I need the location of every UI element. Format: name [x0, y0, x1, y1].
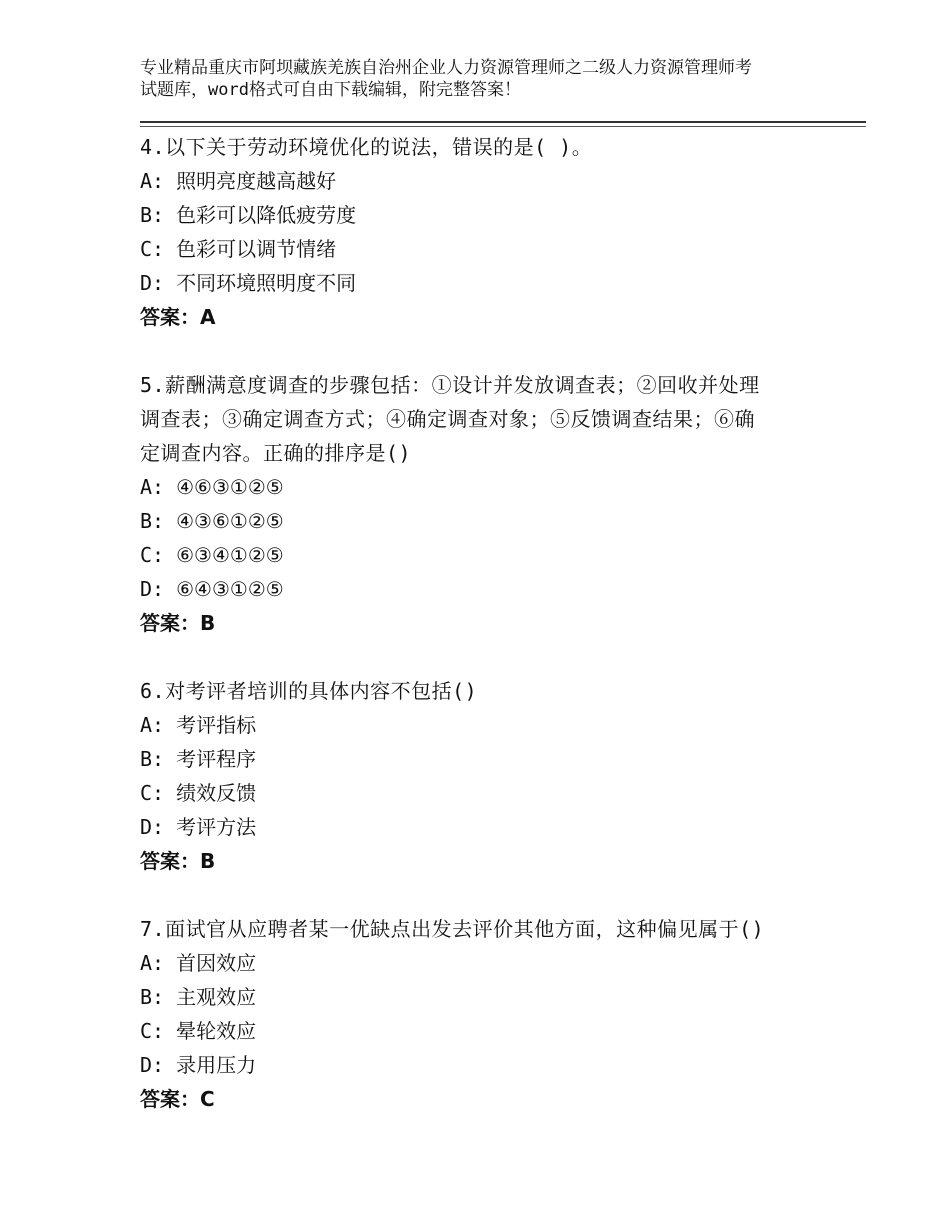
- answer: 答案：B: [140, 849, 216, 873]
- spacer: [140, 640, 820, 674]
- answer: 答案：A: [140, 305, 216, 329]
- option-b: B: ④③⑥①②⑤: [140, 509, 284, 533]
- header-line-1: 专业精品重庆市阿坝藏族羌族自治州企业人力资源管理师之二级人力资源管理师考: [140, 58, 752, 78]
- header-line-2: 试题库，word格式可自由下载编辑，附完整答案！: [140, 80, 521, 100]
- question-text: 调查表；③确定调查方式；④确定调查对象；⑤反馈调查结果；⑥确: [140, 407, 755, 431]
- option-c: C: ⑥③④①②⑤: [140, 543, 284, 567]
- option-a: A: 照明亮度越高越好: [140, 169, 337, 193]
- option-d: D: 不同环境照明度不同: [140, 271, 357, 295]
- option-b: B: 色彩可以降低疲劳度: [140, 203, 357, 227]
- question-text: 7.面试官从应聘者某一优缺点出发去评价其他方面，这种偏见属于(): [140, 917, 765, 941]
- answer: 答案：C: [140, 1087, 215, 1111]
- option-d: D: 录用压力: [140, 1053, 257, 1077]
- option-c: C: 晕轮效应: [140, 1019, 257, 1043]
- document-header: [140, 57, 830, 101]
- header-divider-thick: [140, 121, 866, 123]
- question-list: [140, 130, 820, 1116]
- answer: 答案：B: [140, 611, 216, 635]
- spacer: [140, 334, 820, 368]
- question-7: [140, 912, 820, 1116]
- header-divider-thin: [140, 126, 866, 127]
- question-4: [140, 130, 820, 334]
- question-text: 6.对考评者培训的具体内容不包括(): [140, 679, 478, 703]
- option-d: D: ⑥④③①②⑤: [140, 577, 284, 601]
- question-5: [140, 368, 820, 640]
- question-text: 定调查内容。正确的排序是(): [140, 441, 412, 465]
- question-text: 5.薪酬满意度调查的步骤包括：①设计并发放调查表；②回收并处理: [140, 373, 760, 397]
- option-a: A: ④⑥③①②⑤: [140, 475, 284, 499]
- option-b: B: 主观效应: [140, 985, 257, 1009]
- option-a: A: 考评指标: [140, 713, 257, 737]
- option-a: A: 首因效应: [140, 951, 257, 975]
- option-b: B: 考评程序: [140, 747, 257, 771]
- question-6: [140, 674, 820, 878]
- option-d: D: 考评方法: [140, 815, 257, 839]
- option-c: C: 绩效反馈: [140, 781, 257, 805]
- question-text: 4.以下关于劳动环境优化的说法，错误的是( )。: [140, 135, 593, 159]
- spacer: [140, 878, 820, 912]
- option-c: C: 色彩可以调节情绪: [140, 237, 337, 261]
